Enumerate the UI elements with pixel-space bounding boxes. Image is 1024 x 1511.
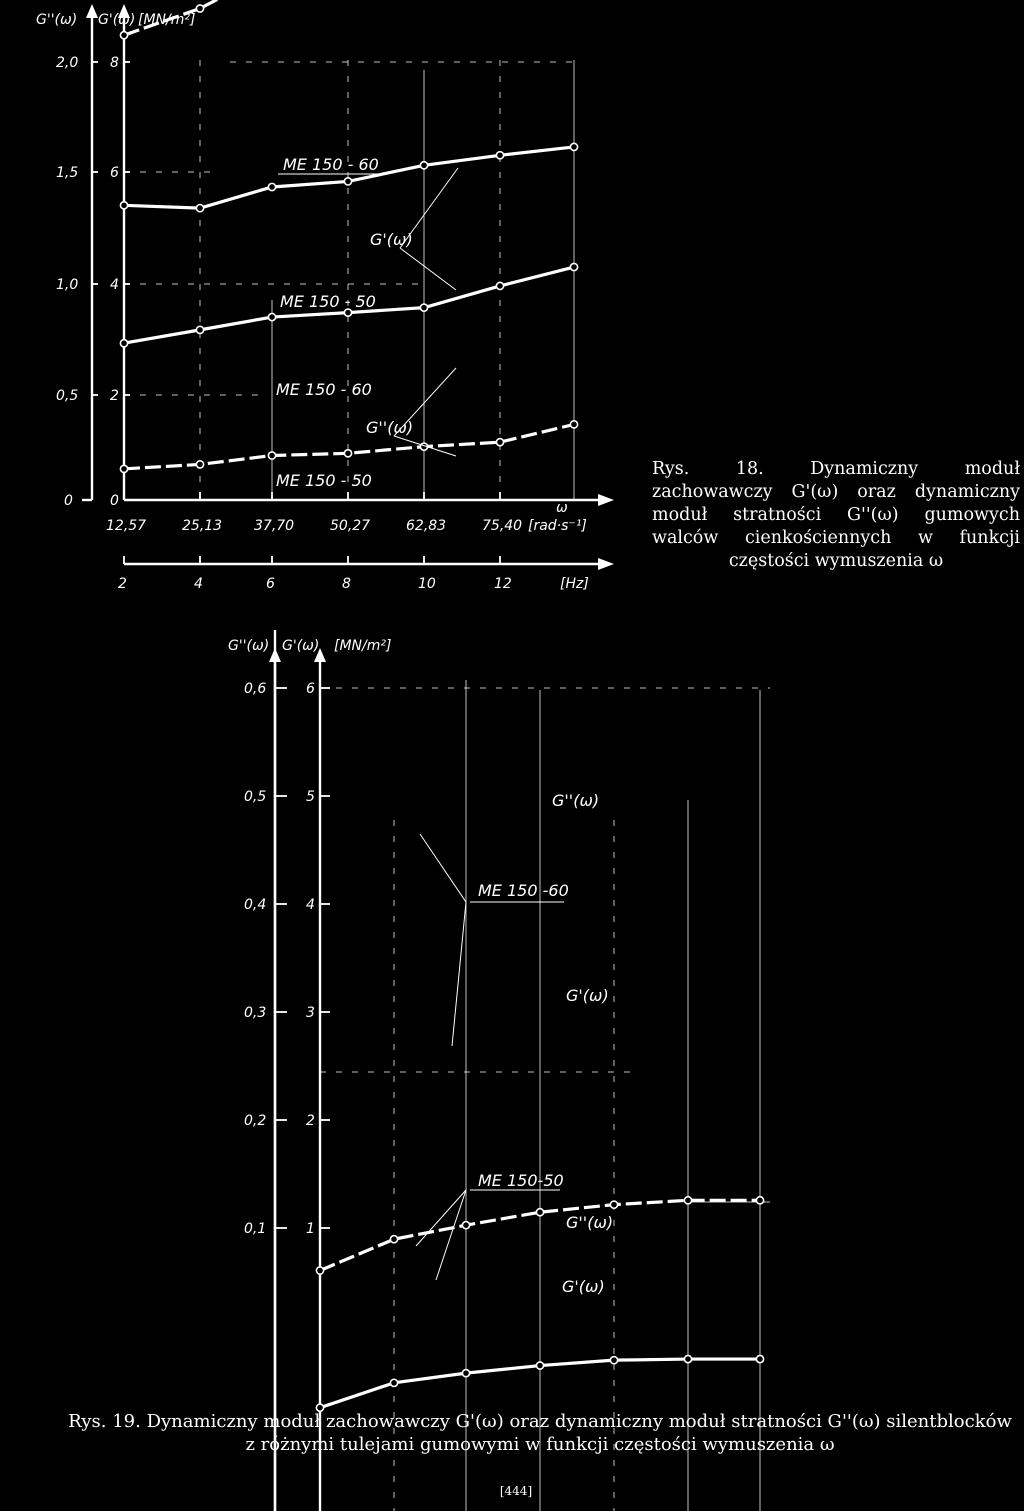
- data-point: [120, 202, 127, 209]
- fig18-pri-tick-label: 6: [110, 165, 119, 181]
- fig18-label-gdoubleprime: G''(ω): [366, 418, 414, 437]
- fig19-unit-label: [MN/m²]: [334, 638, 392, 654]
- data-point: [610, 1357, 617, 1364]
- primary-tick-label: 6: [306, 681, 315, 697]
- fig18-hz-axis-arrow: [598, 558, 614, 570]
- secondary-tick-label: 0,6: [244, 681, 267, 697]
- hz-tick-label: 6: [266, 576, 275, 592]
- fig18-pri-tick-label: 0: [110, 493, 119, 509]
- primary-tick-label: 5: [306, 789, 315, 805]
- figure-19-caption-line2: z różnymi tulejami gumowymi w funkcji częstości wymuszenia ω: [245, 1434, 835, 1455]
- fig19-secondary-axis-arrow: [269, 648, 281, 662]
- data-point: [120, 465, 127, 472]
- data-point: [196, 326, 203, 333]
- data-point: [570, 143, 577, 150]
- fig19-label-me150-50: ME 150-50: [478, 1171, 564, 1190]
- primary-tick-label: 2: [306, 1113, 315, 1129]
- fig18-series-layer: [120, 0, 577, 472]
- fig18-sec-tick-label: 1,0: [56, 277, 79, 293]
- data-point: [462, 1222, 469, 1229]
- data-point: [196, 461, 203, 468]
- data-point: [496, 439, 503, 446]
- fig18-primary-ticks: [110, 55, 130, 509]
- data-point: [344, 450, 351, 457]
- fig19-label-gdoubleprime-top: G''(ω): [552, 791, 600, 810]
- data-point: [536, 1209, 543, 1216]
- data-point: [390, 1379, 397, 1386]
- secondary-tick-label: 0,1: [244, 1221, 267, 1237]
- data-point: [684, 1197, 691, 1204]
- secondary-tick-label: 0,5: [244, 789, 267, 805]
- data-point: [462, 1370, 469, 1377]
- primary-tick-label: 4: [306, 897, 315, 913]
- fig18-label-me150-50-loss: ME 150 - 50: [276, 471, 372, 490]
- x-tick-label-rad: 37,70: [254, 518, 295, 534]
- figure-18-caption: Rys. 18. Dynamiczny moduł zachowawczy G'(ω) oraz dynamiczny moduł stratności G''(ω) gumowych walców cienkościennych w funkcji częstości wymuszenia ω: [652, 459, 1020, 571]
- figure-19-caption-line1: Rys. 19. Dynamiczny moduł zachowawczy G'(ω) oraz dynamiczny moduł stratności G''(ω) silentblocków: [68, 1411, 1012, 1432]
- x-tick-label-rad: 50,27: [330, 518, 371, 534]
- data-point: [268, 313, 275, 320]
- fig18-leader: [400, 248, 456, 290]
- x-tick-label-rad: 62,83: [406, 518, 447, 534]
- chart-rys19: [228, 630, 824, 1511]
- hz-tick-label: 2: [118, 576, 127, 592]
- fig18-label-me150-50-top: ME 150 - 50: [280, 292, 376, 311]
- fig18-label-me150-60-top: ME 150 - 60: [283, 155, 379, 174]
- fig19-label-gprime-top: G'(ω): [566, 986, 609, 1005]
- fig18-sec-tick-label: 2,0: [56, 55, 79, 71]
- data-point: [610, 1201, 617, 1208]
- fig18-leader: [394, 368, 456, 436]
- data-point: [420, 162, 427, 169]
- fig18-x-symbol: ω: [556, 500, 568, 516]
- primary-tick-label: 1: [306, 1221, 315, 1237]
- secondary-tick-label: 0,2: [244, 1113, 267, 1129]
- primary-tick-label: 3: [306, 1005, 315, 1021]
- data-point: [496, 282, 503, 289]
- fig19-leader: [416, 1190, 466, 1246]
- fig18-sec-tick-label: 1,5: [56, 165, 79, 181]
- fig18-x-ticks: [106, 492, 522, 592]
- hz-tick-label: 8: [342, 576, 351, 592]
- data-point: [196, 5, 203, 12]
- fig18-sec-tick-label: 0,5: [56, 388, 79, 404]
- data-point: [536, 1362, 543, 1369]
- fig18-guides: [124, 60, 580, 500]
- data-point: [316, 1267, 323, 1274]
- secondary-tick-label: 0,4: [244, 897, 267, 913]
- data-point: [420, 304, 427, 311]
- fig18-pri-tick-label: 2: [110, 388, 119, 404]
- fig19-leader: [436, 1190, 466, 1280]
- fig18-x-unit-hz: [Hz]: [560, 576, 589, 592]
- fig19-secondary-axis-title: G''(ω): [228, 638, 270, 654]
- fig18-x-unit-rad: [rad·s⁻¹]: [528, 518, 587, 534]
- page-number: [444]: [499, 1484, 533, 1498]
- data-point: [120, 340, 127, 347]
- fig18-secondary-axis-title: G''(ω): [36, 12, 78, 28]
- secondary-tick-label: 0,3: [244, 1005, 267, 1021]
- fig18-pri-tick-label: 8: [110, 55, 119, 71]
- series-line: [124, 424, 574, 468]
- fig19-label-gprime-bottom: G'(ω): [562, 1277, 605, 1296]
- data-point: [196, 205, 203, 212]
- data-point: [268, 452, 275, 459]
- fig18-leader: [400, 168, 458, 248]
- chart-rys18: [36, 0, 614, 592]
- fig18-pri-tick-label: 4: [110, 277, 119, 293]
- fig18-secondary-axis-arrow: [86, 4, 98, 18]
- figure-19-caption: [60, 1410, 1020, 1456]
- x-tick-label-rad: 25,13: [182, 518, 223, 534]
- fig18-primary-axis-title: G'(ω): [98, 12, 136, 28]
- data-point: [496, 152, 503, 159]
- fig18-label-me150-60-loss: ME 150 - 60: [276, 380, 372, 399]
- fig19-leader: [452, 902, 466, 1046]
- data-point: [268, 183, 275, 190]
- fig19-label-gdoubleprime-bottom: G''(ω): [566, 1213, 614, 1232]
- hz-tick-label: 10: [418, 576, 436, 592]
- data-point: [570, 263, 577, 270]
- fig19-leader: [420, 834, 466, 902]
- data-point: [756, 1355, 763, 1362]
- fig19-primary-axis-title: G'(ω): [282, 638, 320, 654]
- data-point: [570, 421, 577, 428]
- fig19-y-ticks: [244, 681, 330, 1237]
- hz-tick-label: 4: [194, 576, 203, 592]
- fig18-label-gprime: G'(ω): [370, 230, 413, 249]
- x-tick-label-rad: 75,40: [482, 518, 523, 534]
- x-tick-label-rad: 12,57: [106, 518, 147, 534]
- data-point: [120, 32, 127, 39]
- fig18-unit-label: [MN/m²]: [138, 12, 196, 28]
- data-point: [756, 1197, 763, 1204]
- fig19-label-me150-60: ME 150 -60: [478, 881, 569, 900]
- fig18-sec-tick-label: 0: [64, 493, 73, 509]
- fig18-x-axis-arrow: [598, 494, 614, 506]
- data-point: [390, 1236, 397, 1243]
- data-point: [344, 178, 351, 185]
- data-point: [684, 1355, 691, 1362]
- hz-tick-label: 12: [494, 576, 512, 592]
